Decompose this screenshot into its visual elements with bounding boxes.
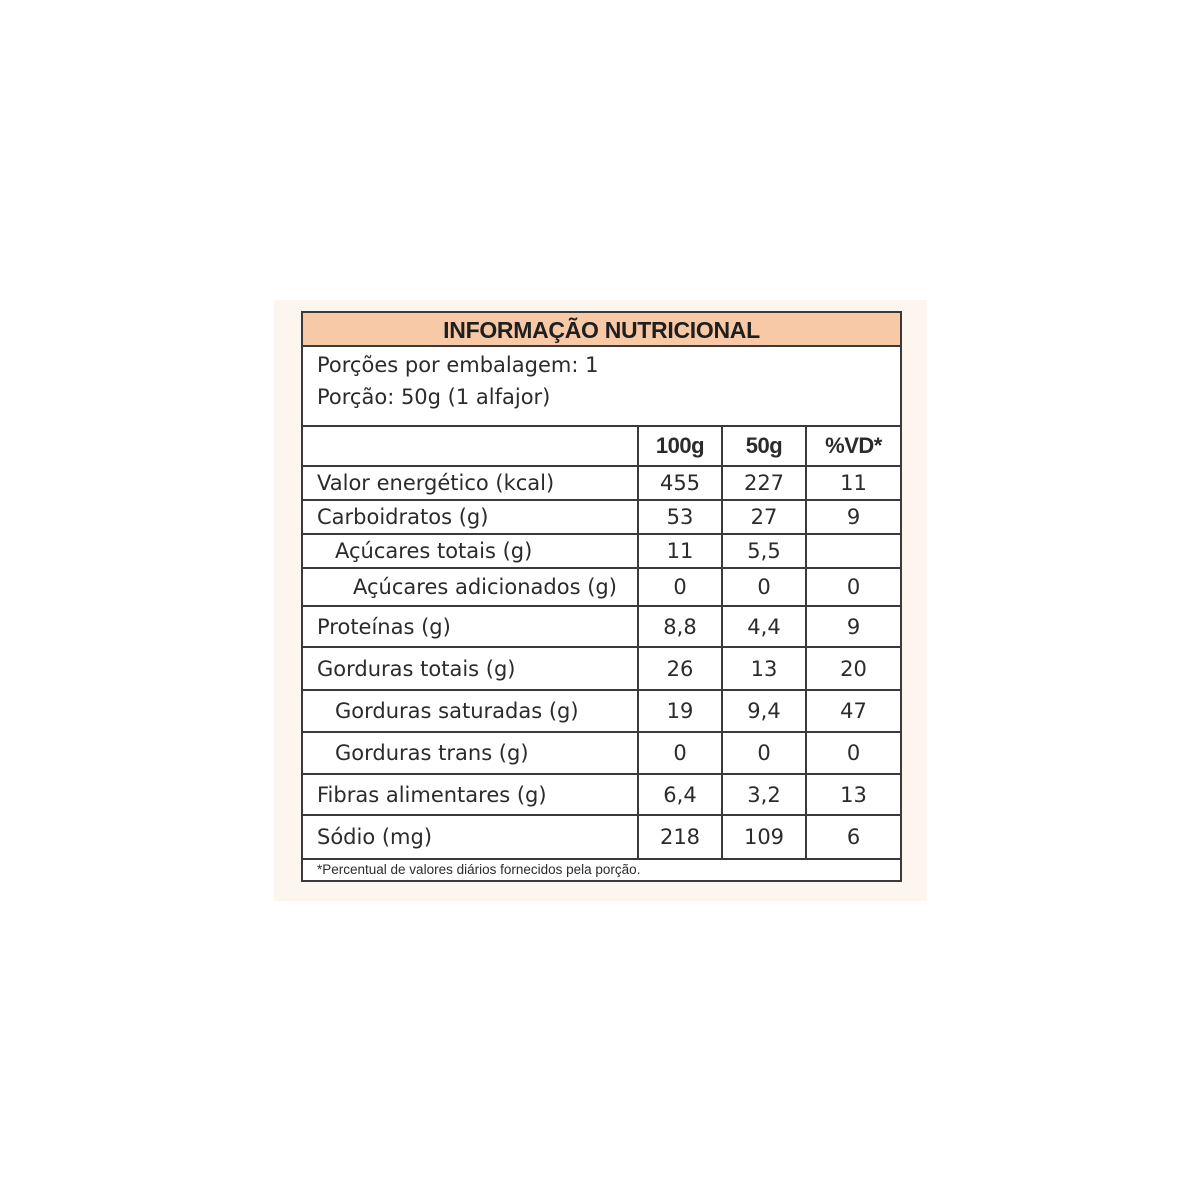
value-100g: 53 bbox=[638, 500, 722, 534]
value-vd: 47 bbox=[806, 690, 900, 732]
portion-info bbox=[303, 347, 900, 427]
value-100g: 26 bbox=[638, 647, 722, 690]
value-100g: 0 bbox=[638, 732, 722, 774]
column-header-100g: 100g bbox=[638, 427, 722, 466]
table-header-row bbox=[303, 427, 900, 466]
value-vd: 0 bbox=[806, 732, 900, 774]
label-title: INFORMAÇÃO NUTRICIONAL bbox=[303, 313, 900, 347]
value-100g: 218 bbox=[638, 815, 722, 858]
value-vd bbox=[806, 534, 900, 568]
nutrient-name: Sódio (mg) bbox=[303, 815, 638, 858]
value-100g: 19 bbox=[638, 690, 722, 732]
nutrient-name: Fibras alimentares (g) bbox=[303, 774, 638, 815]
value-50g: 5,5 bbox=[722, 534, 806, 568]
nutrient-name: Açúcares adicionados (g) bbox=[303, 568, 638, 606]
serving-size: Porção: 50g (1 alfajor) bbox=[317, 385, 551, 409]
value-50g: 227 bbox=[722, 466, 806, 500]
value-vd: 20 bbox=[806, 647, 900, 690]
nutrient-name: Carboidratos (g) bbox=[303, 500, 638, 534]
nutrient-name: Açúcares totais (g) bbox=[303, 534, 638, 568]
table-row bbox=[303, 815, 900, 858]
value-100g: 8,8 bbox=[638, 606, 722, 647]
value-50g: 3,2 bbox=[722, 774, 806, 815]
value-vd: 0 bbox=[806, 568, 900, 606]
table-row bbox=[303, 466, 900, 500]
table-row bbox=[303, 774, 900, 815]
value-100g: 455 bbox=[638, 466, 722, 500]
value-50g: 13 bbox=[722, 647, 806, 690]
value-vd: 6 bbox=[806, 815, 900, 858]
column-header-nutrient bbox=[303, 427, 638, 466]
nutrition-table bbox=[303, 427, 900, 858]
table-row bbox=[303, 568, 900, 606]
value-vd: 13 bbox=[806, 774, 900, 815]
table-row bbox=[303, 690, 900, 732]
nutrient-name: Proteínas (g) bbox=[303, 606, 638, 647]
value-50g: 0 bbox=[722, 568, 806, 606]
value-50g: 9,4 bbox=[722, 690, 806, 732]
footnote: *Percentual de valores diários fornecidos pela porção. bbox=[303, 858, 900, 880]
value-100g: 6,4 bbox=[638, 774, 722, 815]
label-background bbox=[274, 300, 927, 901]
table-row bbox=[303, 606, 900, 647]
nutrient-name: Gorduras saturadas (g) bbox=[303, 690, 638, 732]
nutrient-name: Valor energético (kcal) bbox=[303, 466, 638, 500]
value-100g: 0 bbox=[638, 568, 722, 606]
table-row bbox=[303, 732, 900, 774]
servings-per-package: Porções por embalagem: 1 bbox=[317, 353, 599, 377]
table-row bbox=[303, 647, 900, 690]
value-50g: 4,4 bbox=[722, 606, 806, 647]
table-row bbox=[303, 500, 900, 534]
nutrition-facts-label bbox=[301, 311, 902, 882]
value-100g: 11 bbox=[638, 534, 722, 568]
table-row bbox=[303, 534, 900, 568]
column-header-vd: %VD* bbox=[806, 427, 900, 466]
nutrient-name: Gorduras trans (g) bbox=[303, 732, 638, 774]
value-50g: 0 bbox=[722, 732, 806, 774]
value-vd: 11 bbox=[806, 466, 900, 500]
value-50g: 27 bbox=[722, 500, 806, 534]
value-vd: 9 bbox=[806, 500, 900, 534]
nutrient-name: Gorduras totais (g) bbox=[303, 647, 638, 690]
value-vd: 9 bbox=[806, 606, 900, 647]
column-header-50g: 50g bbox=[722, 427, 806, 466]
value-50g: 109 bbox=[722, 815, 806, 858]
